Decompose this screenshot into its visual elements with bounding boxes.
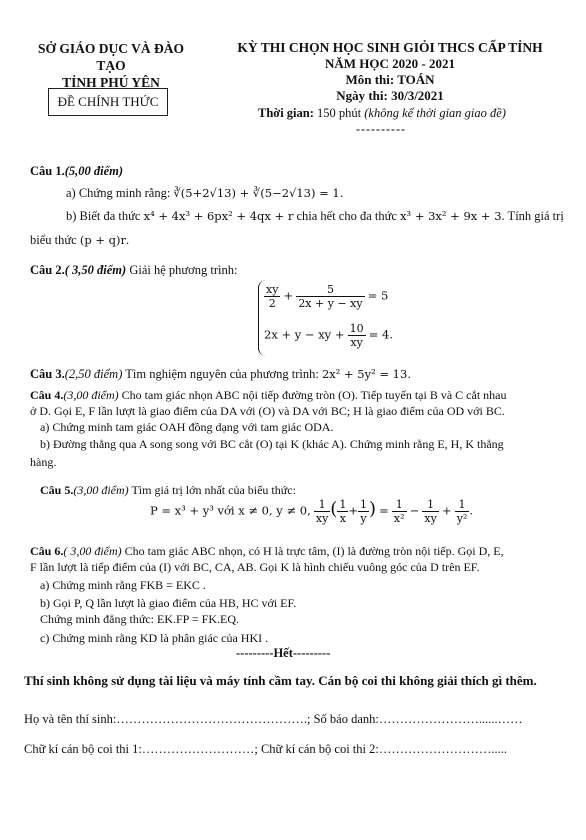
q5-f2-num: 1 [339, 498, 347, 511]
question-2-label: Câu 2. [30, 263, 65, 277]
eq2-rhs: = 4. [368, 327, 393, 342]
question-4-line1 [30, 387, 570, 403]
eq1-fraction-1 [264, 283, 280, 310]
q5-f5-num: 1 [422, 498, 438, 512]
question-6c: c) Chứng minh rằng KD là phân giác của HKI . [40, 631, 269, 645]
q5-f6-den: y² [456, 512, 468, 525]
equation-2 [264, 322, 393, 349]
province-name: TỈNH PHÚ YÊN [62, 75, 160, 90]
question-1-label: Câu 1. [30, 164, 65, 178]
q5-plus-2: + [441, 503, 452, 518]
subject: Môn thi: TOÁN [345, 72, 435, 87]
time-value: 150 phút [313, 106, 365, 120]
question-1b-line2 [30, 232, 129, 248]
q5-paren-open: ( [330, 498, 338, 520]
question-6-line2: F lần lượt là tiếp điểm của (I) với BC, CA, AB. Gọi K là hình chiếu vuông góc của D trên EF. [30, 560, 480, 574]
question-1b [66, 208, 571, 224]
question-3-text: Tìm nghiệm nguyên của phương trình: [122, 367, 322, 381]
question-2-text: Giải hệ phương trình: [126, 263, 238, 277]
q5-f3-den: y [360, 512, 367, 525]
question-1-heading [30, 163, 123, 179]
q5-plus: + [348, 503, 358, 518]
question-4-text1: Cho tam giác nhọn ABC nội tiếp đường tròn (O). Tiếp tuyến tại B và C cắt nhau [118, 388, 507, 402]
end-mark: ---------Hết--------- [236, 646, 331, 660]
question-1b-expr: (p + q)r [79, 233, 126, 247]
q5-f2-den: x [339, 512, 346, 525]
question-1-points: (5,00 điểm) [64, 164, 124, 178]
eq1-f2-num: 5 [296, 283, 364, 297]
question-4-points: (3,00 điểm) [63, 388, 119, 402]
question-6-label: Câu 6. [30, 544, 64, 558]
eq1-f2-den: 2x + y − xy [298, 297, 363, 310]
exam-date: Ngày thi: 30/3/2021 [336, 88, 444, 103]
school-year: NĂM HỌC 2020 - 2021 [325, 56, 455, 71]
question-1a-text: a) Chứng minh rằng: [66, 186, 174, 200]
official-exam-box: ĐỀ CHÍNH THỨC [48, 88, 168, 116]
q5-f6-num: 1 [455, 498, 470, 512]
question-4-label: Câu 4. [30, 388, 64, 402]
q5-f4-den: x² [393, 512, 405, 525]
question-6-line1 [30, 543, 570, 559]
question-3 [30, 366, 411, 382]
q5-dot: . [469, 503, 473, 518]
q5-f1-num: 1 [314, 498, 330, 512]
question-5-label: Câu 5. [40, 483, 74, 497]
question-5-points: (3,00 điểm) [73, 483, 129, 497]
eq1-fraction-2 [296, 283, 364, 310]
question-4b-line2: hàng. [30, 455, 57, 469]
candidate-notice: Thí sinh không sử dụng tài liệu và máy tính cầm tay. Cán bộ coi thi không giải thích gì thêm. [24, 673, 537, 688]
q5-f3-num: 1 [359, 498, 367, 511]
question-6-points: ( 3,00 điểm) [63, 544, 122, 558]
q5-frac-1-y2 [455, 498, 470, 525]
q5-frac-1-xy [314, 498, 330, 525]
question-1a-math: ∛(5+2√13) + ∛(5−2√13) = 1. [173, 186, 344, 200]
question-3-label: Câu 3. [30, 367, 65, 381]
question-1b-end: . [125, 233, 130, 247]
eq2-num: 10 [349, 322, 364, 335]
q5-paren-close: ) [368, 498, 376, 520]
eq1-plus: + [283, 288, 294, 303]
question-2-points: ( 3,50 điểm) [64, 263, 127, 277]
question-1b-text2: chia hết cho đa thức [293, 209, 401, 223]
eq2-den: xy [350, 336, 363, 349]
exam-time [258, 106, 568, 121]
question-1a [66, 185, 343, 201]
time-note: (không kể thời gian giao đề) [364, 106, 506, 120]
header-separator: ---------- [356, 122, 406, 136]
q5-minus: − [409, 503, 420, 518]
exam-title: KỲ THI CHỌN HỌC SINH GIỎI THCS CẤP TỈNH [237, 40, 543, 55]
question-1b-poly1: x⁴ + 4x³ + 6px² + 4qx + r [143, 209, 294, 223]
question-5-text: Tìm giá trị lớn nhất của biểu thức: [128, 483, 296, 497]
question-3-equation: 2x² + 5y² = 13. [321, 367, 411, 381]
question-4-line2: ở D. Gọi E, F lần lượt là giao điểm của DA với (O) và DA với BC; H là giao điểm của OD với BC. [30, 404, 505, 418]
equation-1 [264, 283, 388, 310]
question-5-expression [150, 498, 473, 525]
question-2-heading [30, 262, 237, 278]
q5-frac-1-x2 [392, 498, 407, 525]
time-label: Thời gian: [258, 106, 314, 120]
q5-p-def: P = x³ + y³ với x ≠ 0, y ≠ 0, [150, 503, 311, 518]
exam-header [210, 40, 570, 104]
question-5-heading [40, 482, 296, 498]
q5-f4-num: 1 [392, 498, 407, 512]
q5-frac-1-y [358, 498, 369, 525]
question-1b-text3: . Tính giá trị [501, 209, 564, 223]
question-1b-line2-text: biểu thức [30, 233, 80, 247]
eq1-rhs: = 5 [367, 288, 389, 303]
question-3-points: (2,50 điểm) [64, 367, 123, 381]
question-1b-poly2: x³ + 3x² + 9x + 3 [400, 209, 502, 223]
question-6b-line2: Chứng minh đẳng thức: EK.FP = FK.EQ. [40, 612, 240, 626]
q5-f1-den: xy [315, 512, 329, 525]
q5-frac-1-x [337, 498, 348, 525]
question-4a: a) Chứng minh tam giác OAH đồng dạng với tam giác ODA. [40, 420, 334, 434]
eq1-f1-den: 2 [268, 297, 276, 310]
department-name: SỞ GIÁO DỤC VÀ ĐÀO TẠO [37, 41, 184, 73]
eq1-f1-num: xy [266, 283, 279, 296]
question-6a: a) Chứng minh rằng FKB = EKC . [40, 578, 206, 592]
question-4b: b) Đường thẳng qua A song song với BC cắt (O) tại K (khác A). Chứng minh rằng E, H, K thẳng [40, 437, 504, 451]
question-1b-text: b) Biết đa thức [66, 209, 144, 223]
question-6-text1: Cho tam giác ABC nhọn, có H là trực tâm, (I) là đường tròn nội tiếp. Gọi D, E, [121, 544, 504, 558]
department-block [26, 40, 196, 91]
candidate-info-line: Họ và tên thí sinh:……………………………………….; Số báo danh:……………………......…… [24, 712, 523, 726]
eq2-fraction [348, 322, 366, 349]
question-6b: b) Gọi P, Q lần lượt là giao điểm của HB, HC với EF. [40, 596, 297, 610]
q5-f5-den: xy [424, 512, 437, 525]
invigilator-signature-line: Chữ kí cán bộ coi thi 1:………………………; Chữ kí cán bộ coi thi 2:………………………..... [24, 742, 507, 756]
eq2-lhs: 2x + y − xy + [264, 327, 345, 342]
q5-equals: = [379, 503, 389, 518]
q5-frac-1-xy-2 [422, 498, 438, 525]
